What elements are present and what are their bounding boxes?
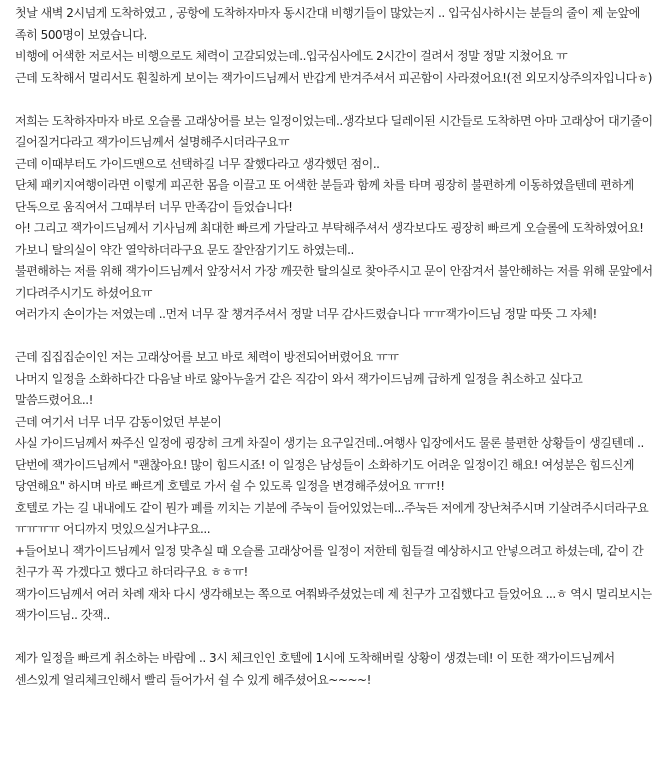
review-paragraph: 제가 일정을 빠르게 취소하는 바람에 .. 3시 체크인인 호텔에 1시에 도착해버릴 상황이 생겼는데! 이 또한 잭가이드님께서 센스있게 얼리체크인해서 빨리 들어가서 쉴 수 있게 해주셨어요~~~~!: [15, 651, 615, 687]
review-paragraph: 아! 그리고 잭가이드님께서 기사님께 최대한 빠르게 가달라고 부탁해주셔서 생각보다도 굉장히 빠르게 오슬롤에 도착하였어요!: [15, 221, 644, 235]
review-paragraph: 잭가이드님께서 여러 차례 재차 다시 생각해보는 쪽으로 여쭤봐주셨었는데 제 친구가 고집했다고 들었어요 ...ㅎ 역시 멀리보시는 잭가이드님.. 갓잭..: [15, 586, 652, 622]
paragraph-break: [15, 627, 657, 649]
review-paragraph: 비행에 어색한 저로서는 비행으로도 체력이 고갈되었는데..입국심사에도 2시간이 걸려서 정말 정말 지쳤어요 ㅠ: [15, 49, 568, 63]
review-paragraph: 단체 패키지여행이라면 이렇게 피곤한 몸을 이끌고 또 어색한 분들과 함께 차를 타며 굉장히 불편하게 이동하였을텐데 편하게 단독으로 움직여서 그때부터 너무 만족감이 들었습니다!: [15, 178, 634, 214]
review-paragraph: 나머지 일정을 소화하다간 다음날 바로 앓아누울거 같은 직감이 와서 잭가이드님께 급하게 일정을 취소하고 싶다고 말씀드렸어요..!: [15, 371, 583, 407]
review-paragraph: 가보니 탈의실이 약간 열악하더라구요 문도 잘안잠기기도 하였는데..: [15, 242, 354, 257]
review-paragraph: 근데 집집집순이인 저는 고래상어를 보고 바로 체력이 방전되어버렸어요 ㅠㅠ: [15, 350, 399, 364]
review-paragraph: 근데 이때부터도 가이드맨으로 선택하길 너무 잘했다라고 생각했던 점이..: [15, 156, 380, 171]
review-paragraph: +들어보니 잭가이드님께서 일정 맞추실 때 오슬롤 고래상어를 일정이 저한테 힘들걸 예상하시고 안넣으려고 하셨는데, 같이 간 친구가 꼭 가겠다고 했다고 하더라구요 ㅎㅎㅠ!: [15, 543, 644, 579]
review-paragraph: 여러가지 손이가는 저였는데 ..먼저 너무 잘 챙겨주셔서 정말 너무 감사드렸습니다 ㅠㅠ잭가이드님 정말 따뜻 그 자체!: [15, 307, 597, 321]
paragraph-break: [15, 89, 657, 111]
review-paragraph: 근데 여기서 너무 너무 감동이었던 부분이: [15, 414, 222, 429]
review-paragraph: 불편해하는 저를 위해 잭가이드님께서 앞장서서 가장 깨끗한 탈의실로 찾아주시고 문이 안잠겨서 불안해하는 저를 위해 문앞에서 기다려주시기도 하셨어요ㅠ: [15, 264, 653, 300]
paragraph-break: [15, 326, 657, 348]
review-paragraph: 단번에 잭가이드님께서 "괜찮아요! 많이 힘드시죠! 이 일정은 남성들이 소화하기도 어려운 일정이긴 해요! 여성분은 힘드신게 당연해요" 하시며 바로 빠르게 호텔로 가서 쉴 수 있도록 일정을 변경해주셨어요 ㅠㅠ!!: [15, 457, 634, 493]
review-paragraph: 첫날 새벽 2시넘게 도착하였고 , 공항에 도착하자마자 동시간대 비행기들이 많았는지 .. 입국심사하시는 분들의 줄이 제 눈앞에 족히 500명이 보였습니다.: [15, 6, 640, 42]
review-paragraph: 근데 도착해서 멀리서도 훤칠하게 보이는 잭가이드님께서 반갑게 반겨주셔서 피곤함이 사라졌어요!(전 외모지상주의자입니다ㅎ): [15, 70, 652, 85]
review-paragraph: 사실 가이드님께서 짜주신 일정에 굉장히 크게 차질이 생기는 요구일건데..여행사 입장에서도 물론 불편한 상황들이 생길텐데 ..: [15, 436, 644, 450]
review-text-body: [15, 3, 657, 691]
review-paragraph: 저희는 도착하자마자 바로 오슬롤 고래상어를 보는 일정이었는데..생각보다 딜레이된 시간들로 도착하면 아마 고래상어 대기줄이 길어질거다라고 잭가이드님께서 설명해주시더라구요ㅠ: [15, 113, 653, 149]
review-paragraph: 호텔로 가는 길 내내에도 같이 뭔가 폐를 끼치는 기분에 주눅이 들어있었는데...주눅든 저에게 장난쳐주시며 기살려주시더라구요 ㅠㅠㅠㅠ 어디까지 멋있으실거냐구요...: [15, 500, 649, 536]
